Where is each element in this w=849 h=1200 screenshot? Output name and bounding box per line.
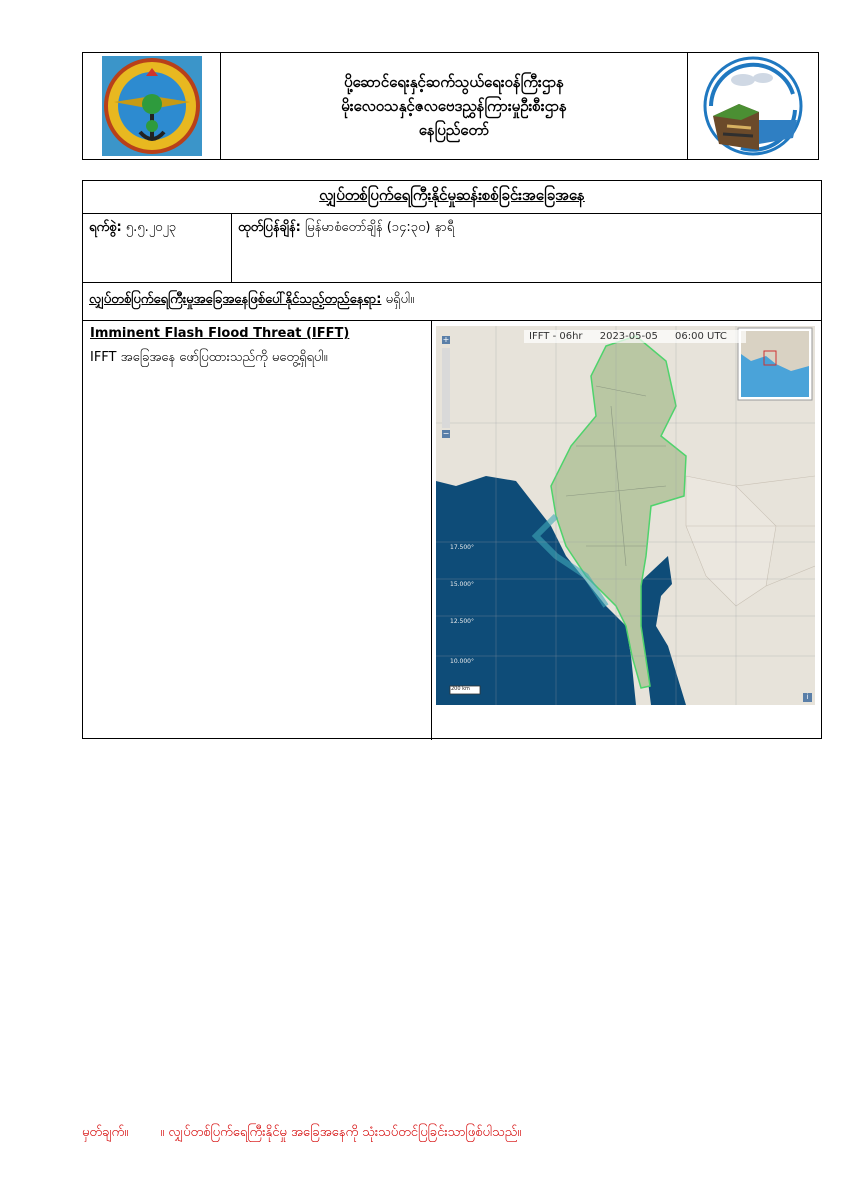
map-scale: 200 km — [451, 686, 470, 692]
ifft-map-cell — [432, 321, 821, 740]
date-cell — [83, 214, 232, 282]
footer-note — [82, 1124, 521, 1143]
ifft-map[interactable] — [436, 326, 815, 705]
report-table — [82, 180, 822, 739]
date-value: ၅.၅.၂၀၂၃ — [125, 220, 177, 235]
issue-time-cell — [232, 214, 821, 282]
map-canvas — [436, 326, 815, 705]
lat-label-10: 10.000° — [450, 658, 474, 665]
zoom-out-icon[interactable]: − — [442, 429, 450, 438]
threat-area-value: မရှိပါ။ — [385, 292, 415, 307]
date-label: ရက်စွဲ: — [89, 220, 122, 235]
ifft-title: Imminent Flash Flood Threat (IFFT) — [90, 326, 350, 341]
map-time: 06:00 UTC — [675, 331, 727, 342]
ifft-text-cell — [83, 321, 432, 740]
issue-time-value: မြန်မာစံတော်ချိန် (၁၄:၃၀) နာရီ — [305, 220, 455, 235]
ministry-emblem-icon — [100, 54, 204, 158]
hydrology-logo-icon — [701, 54, 805, 158]
threat-area-row — [83, 283, 821, 321]
zoom-in-icon[interactable]: + — [442, 335, 450, 344]
map-title-bar — [524, 330, 746, 343]
threat-area-label: လျှပ်တစ်ပြက်ရေကြီးမှုအခြေအနေဖြစ်ပေါ်နိုင်သည့်တည်နေရာ: — [89, 292, 382, 307]
ifft-row — [83, 321, 821, 740]
dmh-logo-cell — [687, 53, 818, 159]
ministry-logo-cell — [83, 53, 221, 159]
department-name: မိုးလေဝသနှင့်ဇလဗေဒညွှန်ကြားမှုဦးစီးဌာန — [341, 97, 567, 115]
note-label: မှတ်ချက်။ — [82, 1125, 129, 1140]
date-row — [83, 214, 821, 283]
issue-time-label: ထုတ်ပြန်ချိန်: — [238, 220, 301, 235]
lat-label-15: 15.000° — [450, 581, 474, 588]
header-title — [221, 53, 687, 159]
lat-label-12-5: 12.500° — [450, 618, 474, 625]
report-header — [82, 52, 819, 160]
note-text: ။ လျှပ်တစ်ပြက်ရေကြီးနိုင်မှု အခြေအနေကို သုံးသပ်တင်ပြခြင်းသာဖြစ်ပါသည်။ — [160, 1125, 522, 1140]
map-date: 2023-05-05 — [599, 331, 658, 342]
report-title: လျှပ်တစ်ပြက်ရေကြီးနိုင်မှုဆန်းစစ်ခြင်းအခြေအနေ — [83, 181, 821, 214]
info-icon[interactable]: i — [803, 693, 812, 702]
ministry-name: ပို့ဆောင်ရေးနှင့်ဆက်သွယ်ရေးဝန်ကြီးဌာန — [344, 73, 564, 91]
ifft-description: IFFT အခြေအနေ ဖော်ပြထားသည်ကို မတွေ့ရှိရပါ။ — [90, 350, 328, 365]
lat-label-17-5: 17.500° — [450, 544, 474, 551]
city-name: နေပြည်တော် — [418, 121, 490, 139]
map-product: IFFT - 06hr — [529, 331, 583, 342]
